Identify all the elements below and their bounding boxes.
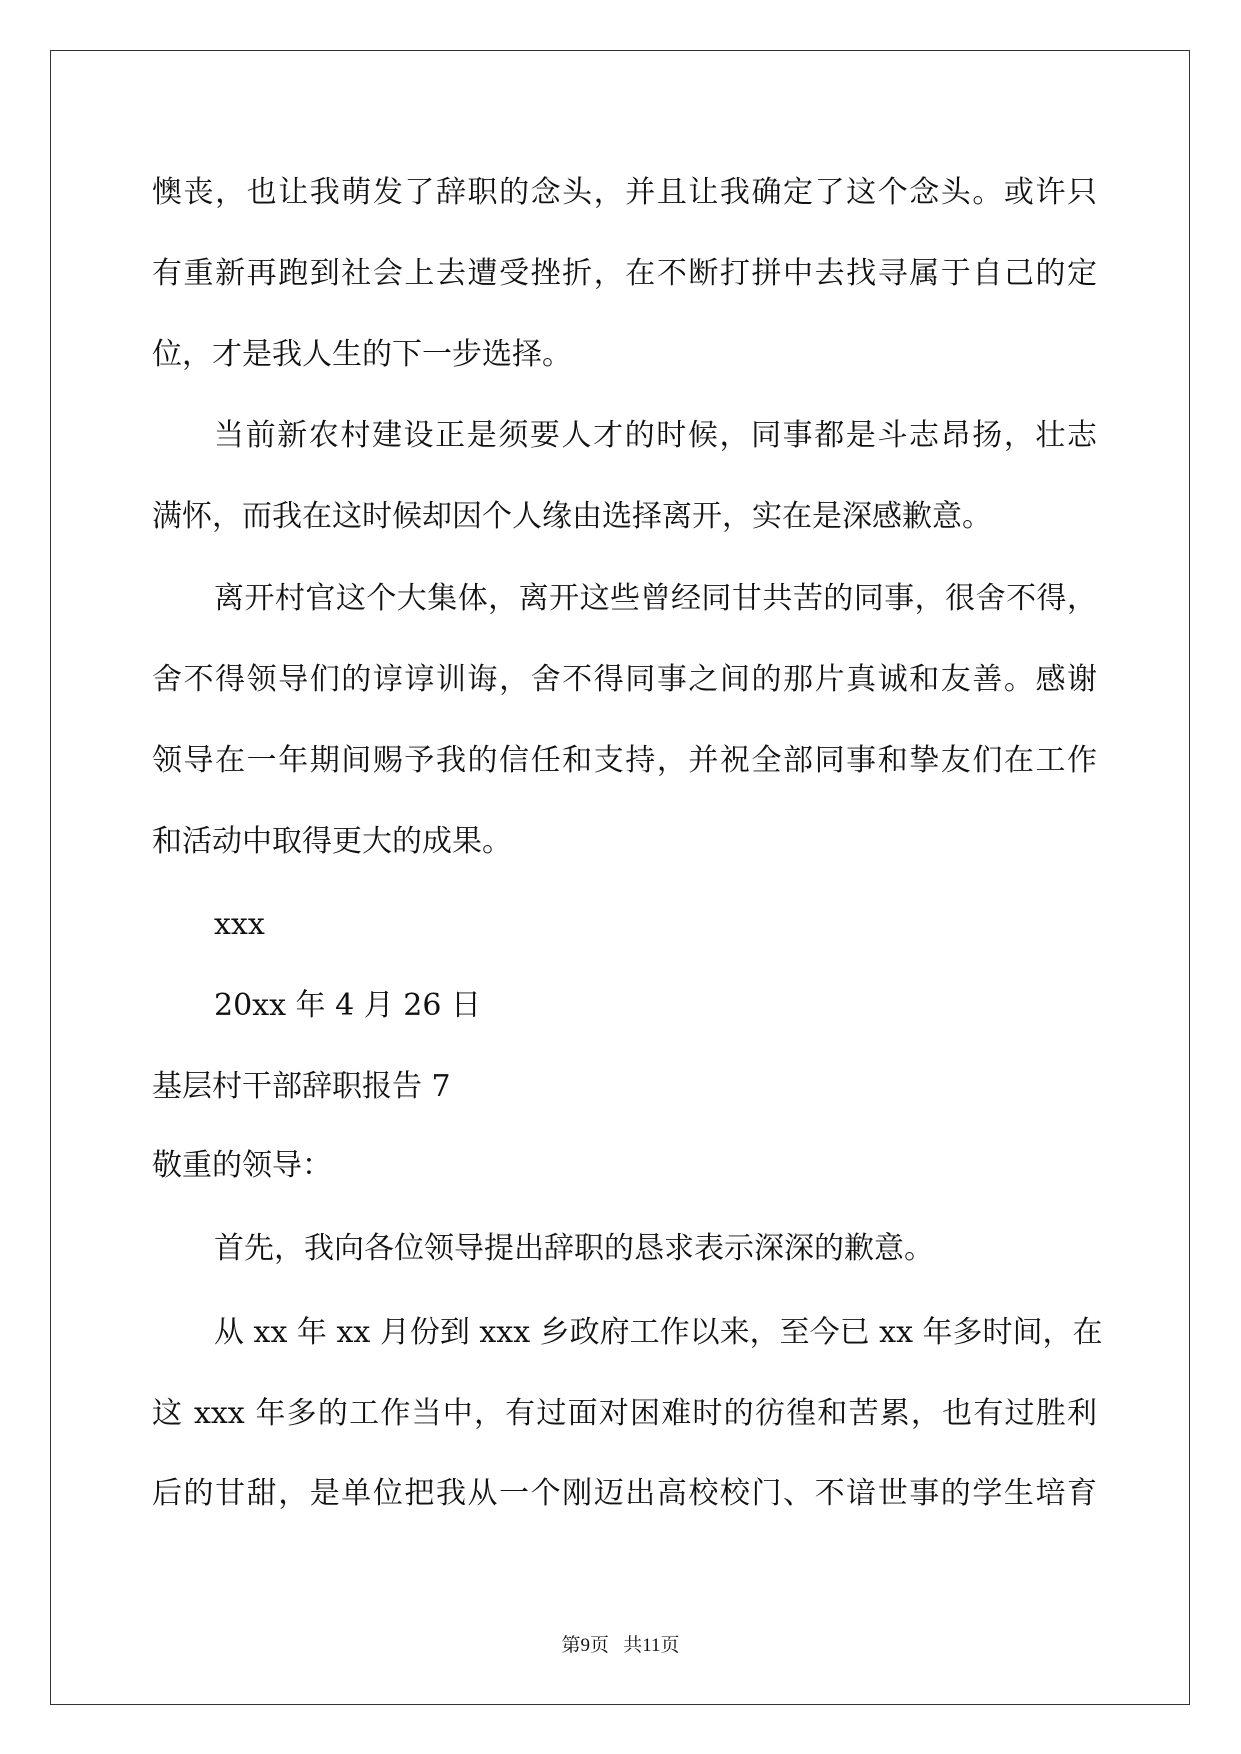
text-line: 这 xxx 年多的工作当中，有过面对困难时的彷徨和苦累，也有过胜利 <box>152 1396 1097 1431</box>
text-line: 首先，我向各位领导提出辞职的恳求表示深深的歉意。 <box>214 1231 934 1266</box>
text-line: 位，才是我人生的下一步选择。 <box>152 337 572 372</box>
page-border <box>50 50 1190 1705</box>
signature-name: xxx <box>214 907 265 942</box>
text-line: 和活动中取得更大的成果。 <box>152 824 512 859</box>
section-title: 基层村干部辞职报告 7 <box>152 1069 451 1104</box>
text-line: 舍不得领导们的谆谆训诲，舍不得同事之间的那片真诚和友善。感谢 <box>152 662 1097 697</box>
text-line: 后的甘甜，是单位把我从一个刚迈出高校校门、不谙世事的学生培育 <box>152 1476 1097 1511</box>
text-line: 满怀，而我在这时候却因个人缘由选择离开，实在是深感歉意。 <box>152 499 992 534</box>
signature-date: 20xx 年 4 月 26 日 <box>214 988 481 1023</box>
salutation: 敬重的领导： <box>152 1148 332 1183</box>
text-line: 当前新农村建设正是须要人才的时候，同事都是斗志昂扬，壮志 <box>214 418 1097 453</box>
text-line: 离开村官这个大集体，离开这些曾经同甘共苦的同事，很舍不得， <box>214 581 1097 616</box>
text-line: 有重新再跑到社会上去遭受挫折，在不断打拼中去找寻属于自己的定 <box>152 256 1097 291</box>
text-line: 懊丧，也让我萌发了辞职的念头，并且让我确定了这个念头。或许只 <box>152 175 1097 210</box>
page-number: 第9页 共11页 <box>561 1635 680 1656</box>
text-line: 从 xx 年 xx 月份到 xxx 乡政府工作以来，至今已 xx 年多时间，在 <box>214 1315 1103 1350</box>
text-line: 领导在一年期间赐予我的信任和支持，并祝全部同事和挚友们在工作 <box>152 743 1097 778</box>
